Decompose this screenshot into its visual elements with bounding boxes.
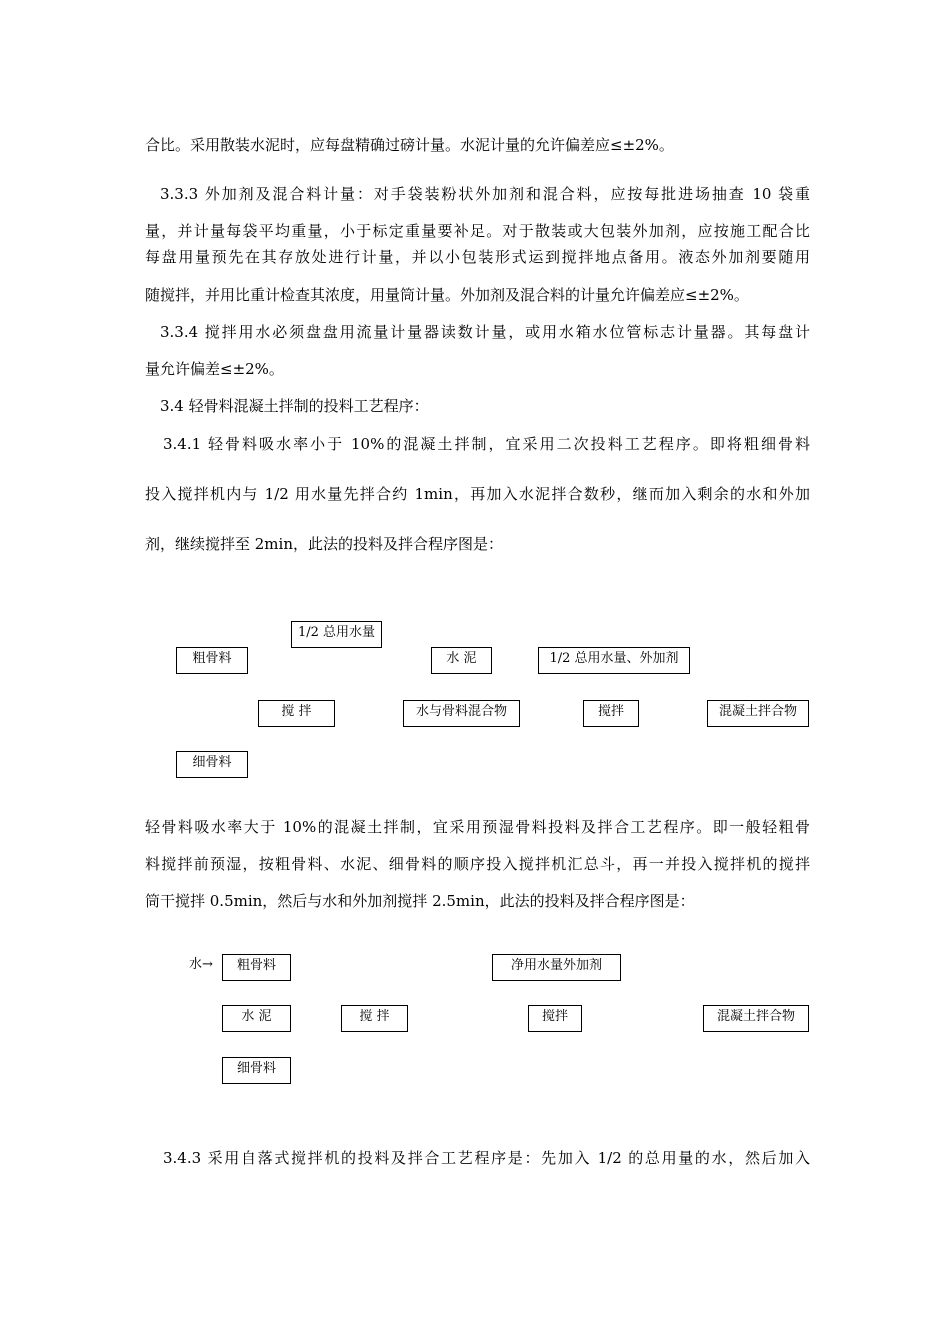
paragraph-line: 3.4.3 采用自落式搅拌机的投料及拌合工艺程序是：先加入 1/2 的总用量的水，然后加入 (163, 1149, 810, 1167)
paragraph-line: 3.3.4 搅拌用水必须盘盘用流量计量器读数计量，或用水箱水位管标志计量器。其每盘计 (160, 323, 810, 341)
fine-aggregate-box: 细骨料 (176, 751, 248, 778)
cement-box: 水 泥 (431, 647, 492, 674)
concrete-mixture-box: 混凝土拌合物 (707, 700, 809, 727)
net-water-admixture-box: 净用水量外加剂 (492, 954, 621, 981)
section-heading: 3.4 轻骨料混凝土拌制的投料工艺程序： (160, 397, 429, 415)
water-aggregate-mixture-box: 水与骨料混合物 (403, 700, 520, 727)
paragraph-line: 量允许偏差≤±2%。 (145, 360, 284, 378)
mixing-box: 搅拌 (528, 1005, 582, 1032)
mixing-box: 搅 拌 (341, 1005, 408, 1032)
mixing-box: 搅拌 (583, 700, 639, 727)
paragraph-line: 剂，继续搅拌至 2min，此法的投料及拌合程序图是： (145, 535, 503, 553)
paragraph-line: 合比。采用散装水泥时，应每盘精确过磅计量。水泥计量的允许偏差应≤±2%。 (145, 136, 674, 154)
paragraph-line: 量，并计量每袋平均重量，小于标定重量要补足。对于散装或大包装外加剂，应按施工配合比 (145, 222, 810, 240)
paragraph-line: 3.3.3 外加剂及混合料计量：对手袋装粉状外加剂和混合料，应按每批进场抽查 10 袋重 (160, 185, 810, 203)
paragraph-line: 随搅拌，并用比重计检查其浓度，用量筒计量。外加剂及混合料的计量允许偏差应≤±2%。 (145, 286, 749, 304)
half-total-water-box: 1/2 总用水量 (291, 621, 382, 648)
paragraph-line: 料搅拌前预湿，按粗骨料、水泥、细骨料的顺序投入搅拌机汇总斗，再一并投入搅拌机的搅拌 (145, 855, 810, 873)
coarse-aggregate-box: 粗骨料 (222, 954, 291, 981)
paragraph-line: 3.4.1 轻骨料吸水率小于 10%的混凝土拌制，宜采用二次投料工艺程序。即将粗细骨料 (163, 435, 810, 453)
paragraph-line: 轻骨料吸水率大于 10%的混凝土拌制，宜采用预湿骨料投料及拌合工艺程序。即一般轻粗骨 (145, 818, 810, 836)
paragraph-line: 每盘用量预先在其存放处进行计量，并以小包装形式运到搅拌地点备用。液态外加剂要随用 (145, 248, 810, 266)
mixing-box: 搅 拌 (258, 700, 335, 727)
cement-box: 水 泥 (222, 1005, 291, 1032)
half-water-admixture-box: 1/2 总用水量、外加剂 (538, 647, 690, 674)
fine-aggregate-box: 细骨料 (222, 1057, 291, 1084)
paragraph-line: 筒干搅拌 0.5min，然后与水和外加剂搅拌 2.5min，此法的投料及拌合程序图是： (145, 892, 695, 910)
paragraph-line: 投入搅拌机内与 1/2 用水量先拌合约 1min，再加入水泥拌合数秒，继而加入剩余的水和外加 (145, 485, 810, 503)
concrete-mixture-box: 混凝土拌合物 (703, 1005, 809, 1032)
coarse-aggregate-box: 粗骨料 (176, 647, 248, 674)
water-arrow-label: 水→ (189, 957, 213, 972)
